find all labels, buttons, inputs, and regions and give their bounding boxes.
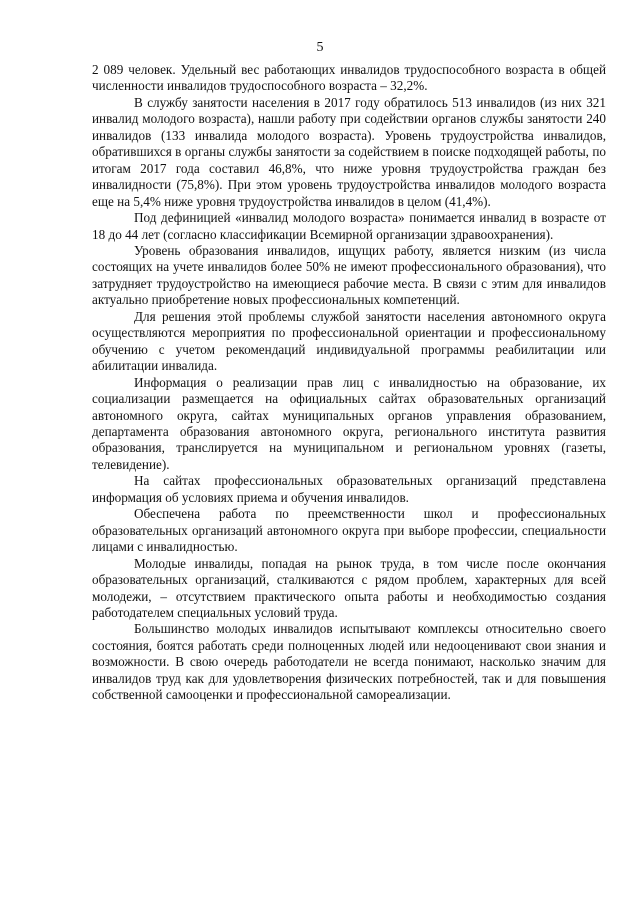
paragraph: Обеспечена работа по преемственности школ и профессиональных образовательных организаций автономного округа при выборе профессии, специальности лицами с инвалидностью. xyxy=(92,506,606,555)
paragraph: Для решения этой проблемы службой занятости населения автономного округа осуществляются мероприятия по профессиональной ориентации и профессиональному обучению с учетом рекомендаций индивидуальной программы реабилитации или абилитации инвалида. xyxy=(92,308,606,374)
paragraph: Информация о реализации прав лиц с инвалидностью на образование, их социализации размещается на официальных сайтах образовательных организаций автономного округа, сайтах муниципальных органов управления образованием, департамента образования автономного округа, регионального института развития образования, транслируется на муниципальном и региональном уровнях (газеты, телевидение). xyxy=(92,374,606,472)
page-number: 5 xyxy=(316,40,324,55)
paragraph: 2 089 человек. Удельный вес работающих инвалидов трудоспособного возраста в общей численности инвалидов трудоспособного возраста – 32,2%. xyxy=(92,62,606,94)
paragraph: Под дефиницией «инвалид молодого возраста» понимается инвалид в возрасте от 18 до 44 лет (согласно классификации Всемирной организации здравоохранения). xyxy=(92,210,606,242)
paragraph: В службу занятости населения в 2017 году обратилось 513 инвалидов (из них 321 инвалид молодого возраста), нашли работу при содействии органов службы занятости 240 инвалидов (133 инвалида молодого возраста). Уровень трудоустройства инвалидов, обратившихся в органы службы занятости за содействием в поиске подходящей работы, по итогам 2017 года составил 46,8%, что ниже уровня трудоустройства граждан без инвалидности (75,8%). При этом уровень трудоустройства инвалидов молодого возраста еще на 5,4% ниже уровня трудоустройства инвалидов в целом (41,4%). xyxy=(92,94,606,209)
paragraph: Уровень образования инвалидов, ищущих работу, является низким (из числа состоящих на учете инвалидов более 50% не имеют профессионального образования), что затрудняет трудоустройство на имеющиеся рабочие места. В связи с этим для инвалидов актуально приобретение новых профессиональных компетенций. xyxy=(92,242,606,308)
document-body xyxy=(92,62,606,704)
paragraph: Большинство молодых инвалидов испытывают комплексы относительно своего состояния, боятся работать среди полноценных людей или недооценивают свои знания и возможности. В свою очередь работодатели не всегда понимают, насколько значим для инвалидов труд как для удовлетворения физических потребностей, так и для повышения собственной самооценки и профессиональной самореализации. xyxy=(92,621,606,703)
paragraph: Молодые инвалиды, попадая на рынок труда, в том числе после окончания образовательных организаций, сталкиваются с рядом проблем, характерных для всей молодежи, – отсутствием практического опыта работы и необходимостью создания работодателем специальных условий труда. xyxy=(92,555,606,620)
paragraph: На сайтах профессиональных образовательных организаций представлена информация об условиях приема и обучения инвалидов. xyxy=(92,473,606,505)
